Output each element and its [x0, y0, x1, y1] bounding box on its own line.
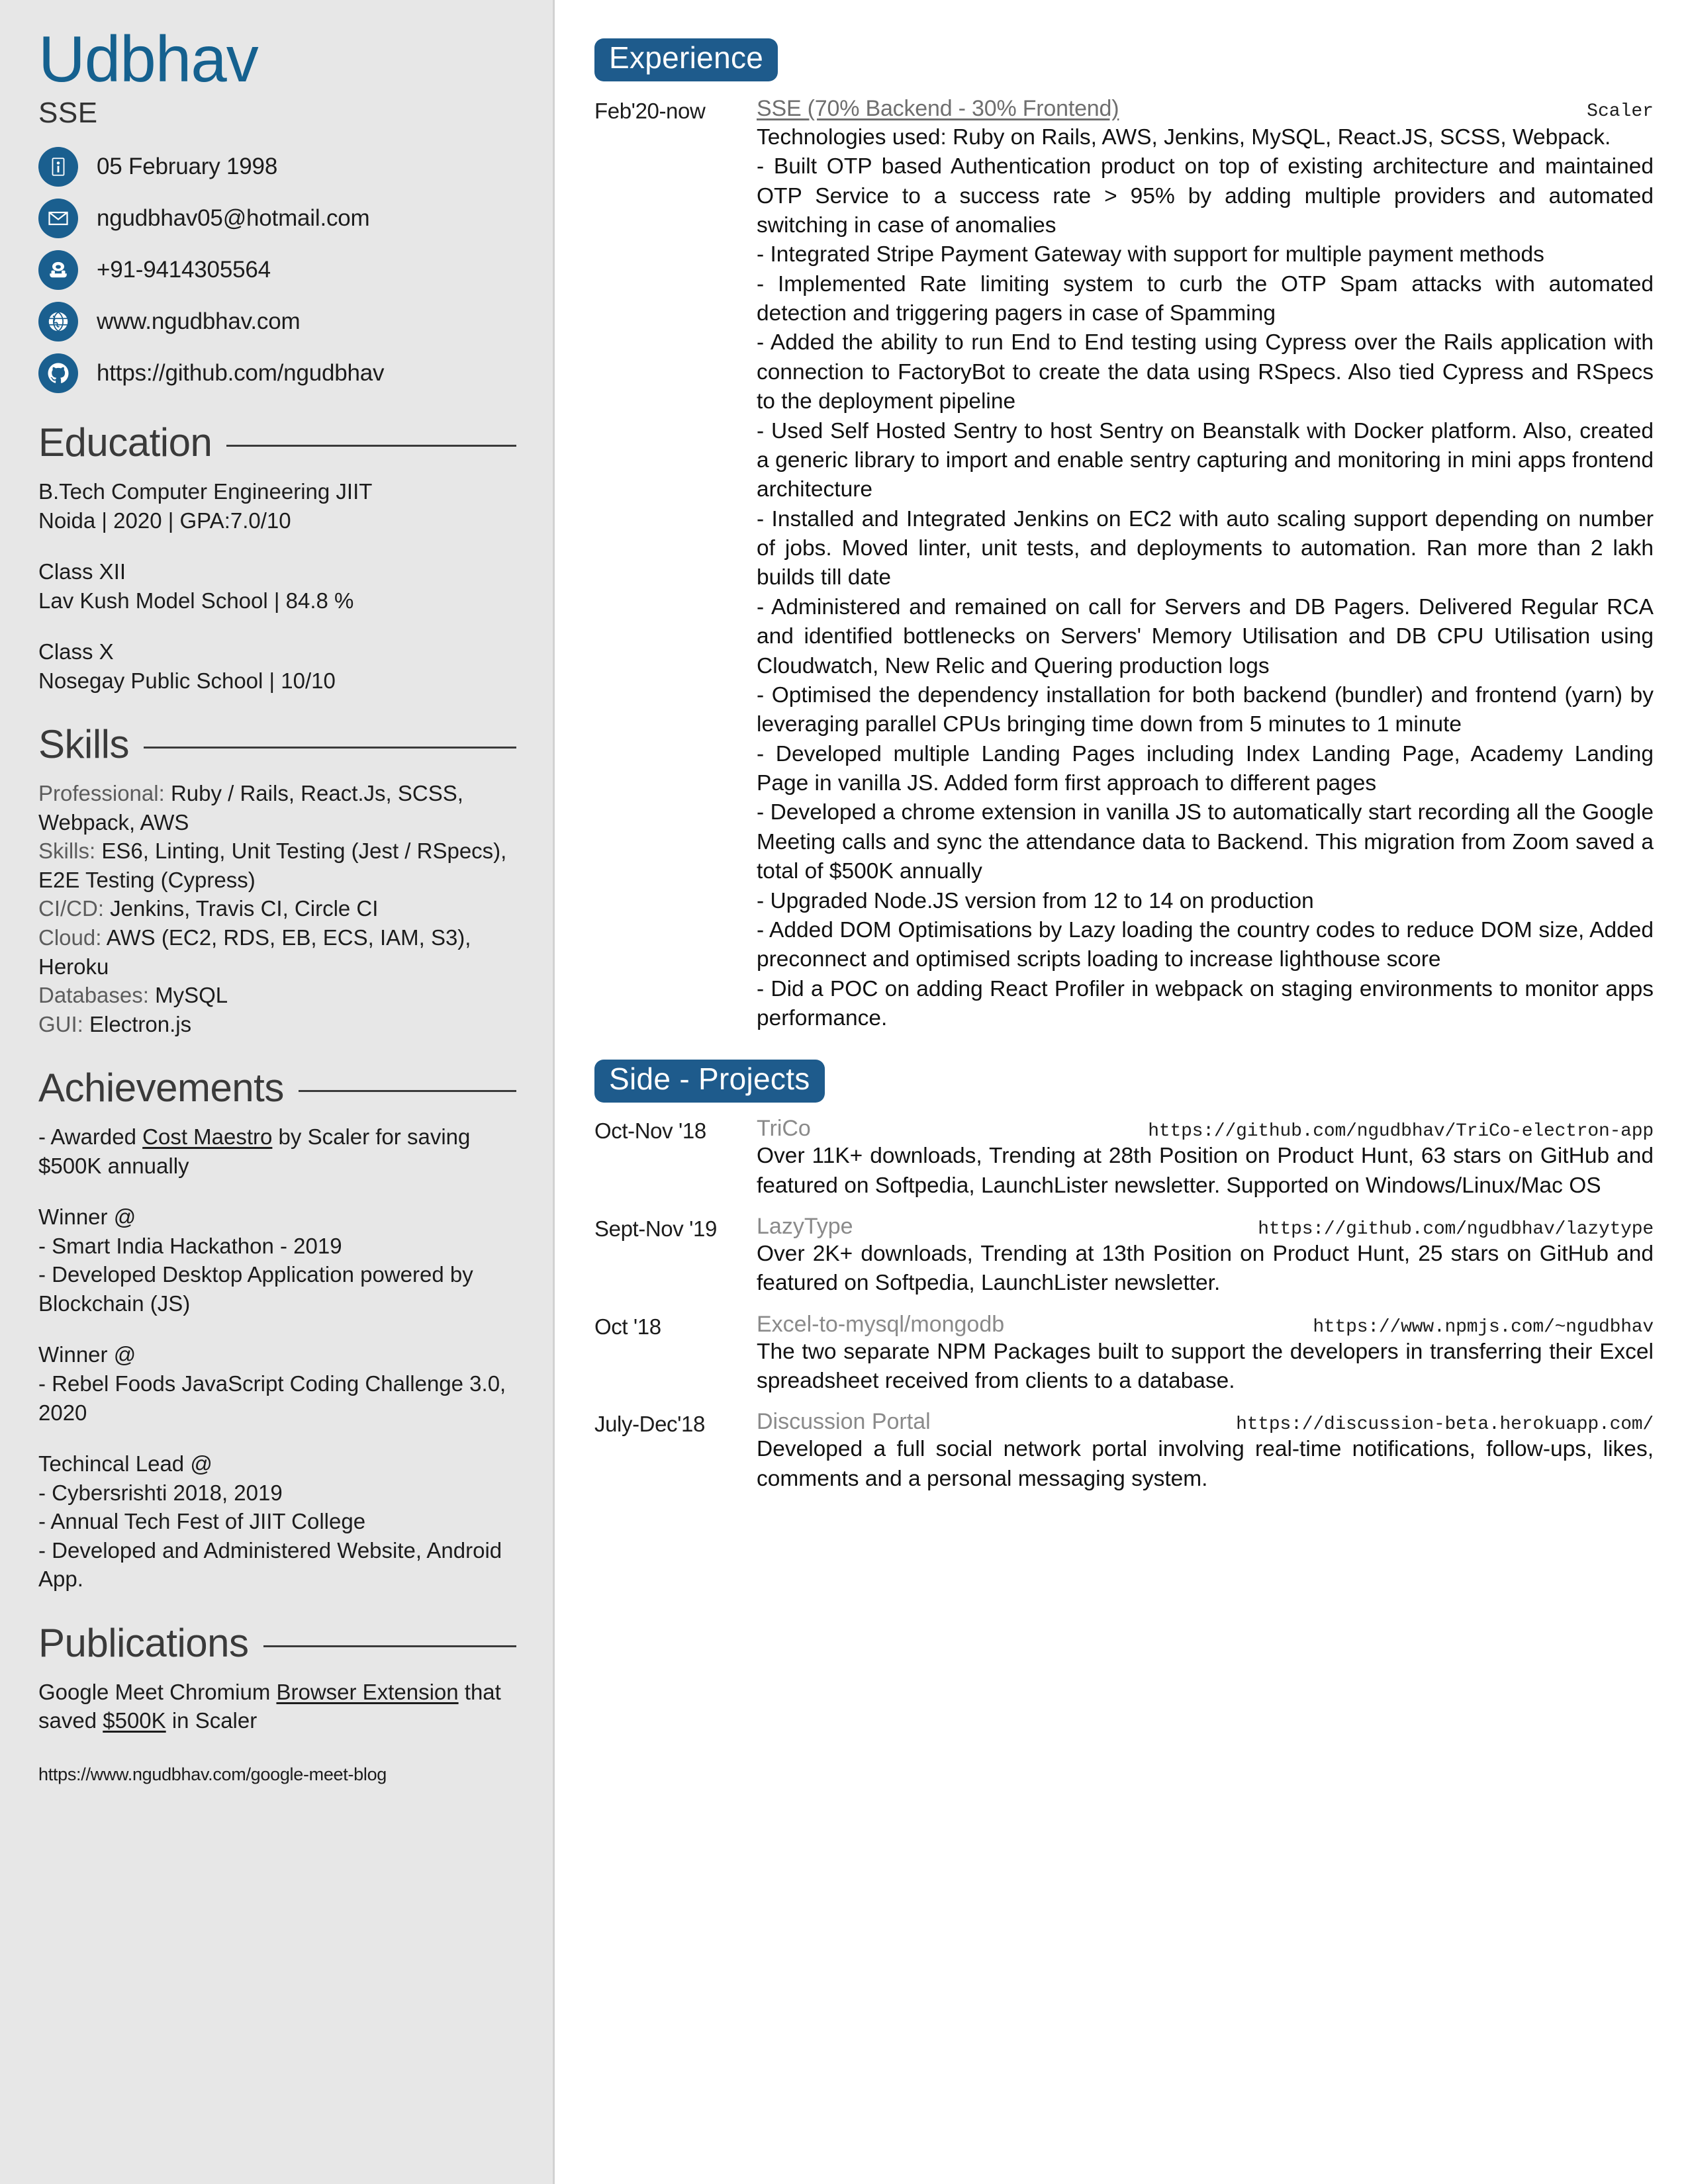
education-item — [38, 477, 516, 535]
divider-rule — [263, 1645, 516, 1647]
contact-text: ngudbhav05@hotmail.com — [97, 205, 370, 231]
contact-text: +91-9414305564 — [97, 256, 271, 283]
skill-row — [38, 837, 516, 894]
experience-company: Scaler — [1587, 101, 1654, 122]
achievement-line: - Developed Desktop Application powered by Blockchain (JS) — [38, 1262, 473, 1316]
publication-title-link: Browser Extension — [276, 1679, 459, 1704]
education-line2: Noida | 2020 | GPA:7.0/10 — [38, 508, 291, 533]
education-item — [38, 557, 516, 615]
experience-bullet: - Optimised the dependency installation for both backend (bundler) and frontend (yarn) by leveraging parallel CPUs bringing time down from 5 minutes to 1 minute — [757, 682, 1654, 737]
section-title: Skills — [38, 722, 130, 767]
project-head — [757, 1312, 1654, 1338]
experience-bullet: - Upgraded Node.JS version from 12 to 14 on production — [757, 888, 1314, 913]
skills-list — [38, 779, 516, 1038]
publication-title-pre: Google Meet Chromium — [38, 1679, 277, 1704]
section-badge-side-projects: Side - Projects — [594, 1060, 825, 1103]
project-name: Discussion Portal — [757, 1409, 931, 1435]
achievement-line: Winner @ — [38, 1205, 136, 1230]
experience-bullet: - Developed a chrome extension in vanilla JS to automatically start recording all the Google Meeting calls and sync the attendance data to Backend. This migration from Zoom saved a total of $500K annually — [757, 800, 1654, 884]
achievement-line: Techincal Lead @ — [38, 1451, 212, 1477]
skill-value: Electron.js — [89, 1011, 192, 1036]
achievement-line: - Rebel Foods JavaScript Coding Challenge 3.0, 2020 — [38, 1371, 506, 1425]
achievement-highlight: Cost Maestro — [142, 1124, 273, 1150]
skill-label: CI/CD: — [38, 896, 111, 921]
divider-rule — [226, 445, 516, 447]
experience-job-title: SSE (70% Backend - 30% Frontend) — [757, 95, 1119, 121]
globe-icon — [38, 302, 78, 341]
experience-bullet: - Administered and remained on call for Servers and DB Pagers. Delivered Regular RCA and identified bottlenecks on Servers' Memory Utilisation and DB CPU Utilisation using Cloudwatch, New Relic and Quering production logs — [757, 594, 1654, 678]
project-url[interactable]: https://github.com/ngudbhav/lazytype — [1258, 1218, 1654, 1240]
project-entry — [594, 1312, 1654, 1396]
skill-label: Databases: — [38, 983, 156, 1008]
education-line2: Nosegay Public School | 10/10 — [38, 668, 336, 693]
publication-item — [38, 1678, 516, 1735]
publication-title-post: in Scaler — [165, 1708, 258, 1733]
project-url[interactable]: https://discussion-beta.herokuapp.com/ — [1236, 1414, 1654, 1435]
project-entry — [594, 1116, 1654, 1201]
project-description: Developed a full social network portal involving real-time notifications, follow-ups, likes, comments and a personal messaging system. — [757, 1437, 1654, 1491]
section-header-education — [38, 420, 516, 465]
publication-amount: $500K — [103, 1708, 166, 1733]
experience-bullet: - Built OTP based Authentication product on top of existing architecture and maintained OTP Service to a success rate > 95% by adding multiple providers and automated switching in case of anomalies — [757, 154, 1654, 238]
experience-bullet: - Added the ability to run End to End testing using Cypress over the Rails application with connection to FactoryBot to create the data using RSpecs. Also tied Cypress and RSpecs to the deployment pipeline — [757, 330, 1654, 414]
skill-label: Professional: — [38, 781, 171, 806]
project-dates: July-Dec'18 — [594, 1412, 705, 1437]
divider-rule — [299, 1090, 516, 1092]
achievement-line: - Developed and Administered Website, Android App. — [38, 1537, 502, 1592]
project-body — [757, 1409, 1654, 1494]
education-line1: Class X — [38, 639, 114, 664]
achievement-item — [38, 1340, 516, 1427]
experience-bullet: - Integrated Stripe Payment Gateway with support for multiple payment methods — [757, 242, 1544, 267]
education-line2: Lav Kush Model School | 84.8 % — [38, 588, 354, 613]
skill-label: Skills: — [38, 839, 102, 864]
project-dates: Oct-Nov '18 — [594, 1118, 706, 1144]
skill-value: ES6, Linting, Unit Testing (Jest / RSpecs), E2E Testing (Cypress) — [38, 839, 507, 892]
achievement-line: - Annual Tech Fest of JIIT College — [38, 1509, 366, 1534]
education-line1: Class XII — [38, 559, 126, 584]
contact-text: www.ngudbhav.com — [97, 308, 301, 334]
education-list — [38, 477, 516, 695]
contact-text: 05 February 1998 — [97, 153, 278, 179]
experience-bullet: - Used Self Hosted Sentry to host Sentry on Beanstalk with Docker platform. Also, created a generic library to import and enable sentry capturing and monitoring in mini apps frontend architecture — [757, 418, 1654, 502]
project-name: LazyType — [757, 1213, 853, 1239]
contact-item-website[interactable] — [38, 302, 516, 341]
info-icon — [38, 147, 78, 187]
skill-row — [38, 1010, 516, 1039]
contact-list — [38, 147, 516, 393]
project-head — [757, 1409, 1654, 1435]
main-content — [555, 0, 1688, 2184]
education-item — [38, 637, 516, 695]
candidate-role: SSE — [38, 96, 98, 129]
project-url[interactable]: https://www.npmjs.com/~ngudbhav — [1313, 1316, 1654, 1338]
project-dates: Oct '18 — [594, 1314, 661, 1339]
project-description: Over 11K+ downloads, Trending at 28th Position on Product Hunt, 63 stars on GitHub and featured on Softpedia, LaunchLister newsletter. Supported on Windows/Linux/Mac OS — [757, 1144, 1654, 1198]
skill-row — [38, 894, 516, 923]
experience-intro: Technologies used: Ruby on Rails, AWS, Jenkins, MySQL, React.JS, SCSS, Webpack. — [757, 124, 1611, 150]
experience-dates: Feb'20-now — [594, 98, 706, 123]
project-body — [757, 1116, 1654, 1201]
achievement-line: - Awarded Cost Maestro by Scaler for saving $500K annually — [38, 1124, 471, 1178]
section-badge-experience: Experience — [594, 38, 778, 81]
skill-value: MySQL — [155, 983, 228, 1008]
project-head — [757, 1116, 1654, 1142]
project-head — [757, 1214, 1654, 1240]
skill-row — [38, 981, 516, 1010]
experience-bullet: - Installed and Integrated Jenkins on EC2 with auto scaling support depending on number of jobs. Moved linter, unit tests, and deployments to automation. Ran more than 2 lakh builds till date — [757, 506, 1654, 590]
project-description: The two separate NPM Packages built to support the developers in transferring their Excel spreadsheet received from clients to a database. — [757, 1339, 1654, 1393]
project-entry — [594, 1214, 1654, 1298]
divider-rule — [144, 747, 516, 749]
publications-list — [38, 1678, 516, 1735]
phone-icon — [38, 250, 78, 290]
project-dates: Sept-Nov '19 — [594, 1216, 717, 1241]
publication-url[interactable]: https://www.ngudbhav.com/google-meet-blog — [38, 1764, 387, 1784]
project-url[interactable]: https://github.com/ngudbhav/TriCo-electron-app — [1148, 1121, 1654, 1142]
skill-label: Cloud: — [38, 925, 107, 950]
achievement-item — [38, 1122, 516, 1180]
side-projects-section — [594, 1060, 1654, 1494]
skill-label: GUI: — [38, 1011, 90, 1036]
achievement-item — [38, 1203, 516, 1318]
achievement-line: - Cybersrishti 2018, 2019 — [38, 1480, 283, 1505]
project-entry — [594, 1409, 1654, 1494]
achievement-item — [38, 1449, 516, 1594]
skill-row — [38, 923, 516, 981]
project-name: Excel-to-mysql/mongodb — [757, 1311, 1005, 1337]
section-title: Publications — [38, 1620, 249, 1665]
experience-bullet: - Added DOM Optimisations by Lazy loading the country codes to reduce DOM size, Added preconnect and optimised scripts loading to increase lighthouse score — [757, 917, 1654, 972]
education-line1: B.Tech Computer Engineering JIIT — [38, 478, 373, 504]
skill-row — [38, 779, 516, 837]
section-header-publications — [38, 1620, 516, 1666]
experience-body — [757, 96, 1654, 1034]
section-header-skills — [38, 721, 516, 767]
candidate-name: Udbhav — [38, 23, 258, 95]
contact-item-phone[interactable] — [38, 250, 516, 290]
project-description: Over 2K+ downloads, Trending at 13th Position on Product Hunt, 25 stars on GitHub and featured on Softpedia, LaunchLister newsletter. — [757, 1241, 1654, 1296]
email-icon — [38, 199, 78, 238]
achievements-list — [38, 1122, 516, 1594]
publication-title-mid: that saved — [38, 1679, 501, 1733]
experience-bullet: - Developed multiple Landing Pages including Index Landing Page, Academy Landing Page in vanilla JS. Added form first approach to different pages — [757, 741, 1654, 796]
experience-entry — [594, 96, 1654, 1034]
sidebar — [0, 0, 555, 2184]
contact-text: https://github.com/ngudbhav — [97, 359, 385, 386]
project-body — [757, 1312, 1654, 1396]
github-icon — [38, 353, 78, 393]
contact-item-github[interactable] — [38, 353, 516, 393]
achievement-line: Winner @ — [38, 1342, 136, 1367]
project-body — [757, 1214, 1654, 1298]
contact-item-email[interactable] — [38, 199, 516, 238]
skill-value: AWS (EC2, RDS, EB, ECS, IAM, S3), Heroku — [38, 925, 471, 979]
skill-value: Jenkins, Travis CI, Circle CI — [110, 896, 379, 921]
experience-section — [594, 38, 1654, 1033]
achievement-line: - Smart India Hackathon - 2019 — [38, 1233, 342, 1258]
experience-bullet: - Did a POC on adding React Profiler in webpack on staging environments to monitor apps performance. — [757, 976, 1654, 1030]
experience-bullet: - Implemented Rate limiting system to curb the OTP Spam attacks with automated detection and triggering pagers in case of Spamming — [757, 271, 1654, 326]
contact-item-birthdate — [38, 147, 516, 187]
section-title: Achievements — [38, 1066, 284, 1111]
project-name: TriCo — [757, 1116, 811, 1142]
experience-title-row — [757, 96, 1654, 122]
section-title: Education — [38, 420, 212, 465]
section-header-achievements — [38, 1065, 516, 1111]
skill-value: Ruby / Rails, React.Js, SCSS, Webpack, AWS — [38, 781, 463, 835]
